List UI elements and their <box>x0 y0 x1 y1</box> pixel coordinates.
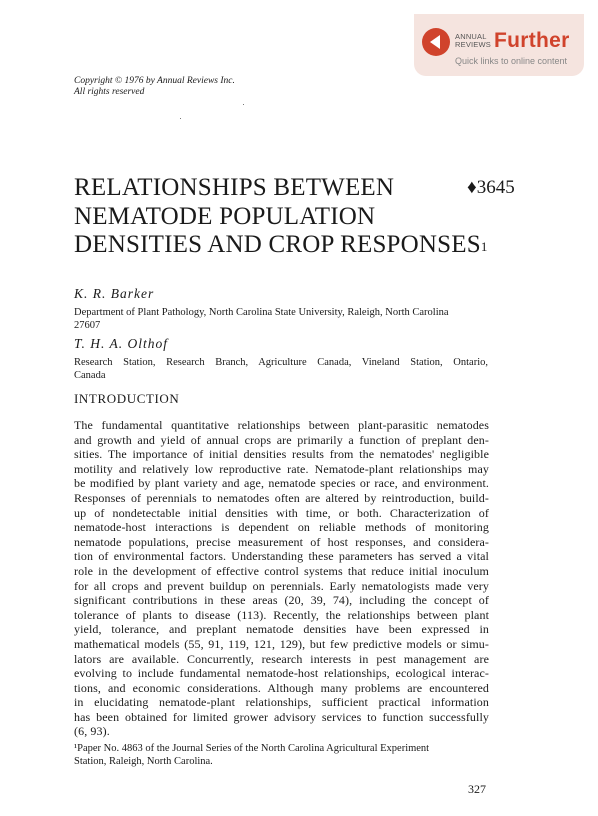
body-line: nematode populations, precise measurement of host responses, and considera- <box>74 534 489 549</box>
body-line: in elucidating nematode-plant relationships, sufficient practical information <box>74 695 489 710</box>
body-line: significant contributions in these areas (20, 39, 74), including the concept of <box>74 593 489 608</box>
body-line: lators are available. Concurrently, research interests in pest management are <box>74 651 489 666</box>
title-line-1: RELATIONSHIPS BETWEEN <box>74 174 395 201</box>
copyright-line-1: Copyright © 1976 by Annual Reviews Inc. <box>74 76 235 86</box>
body-line: motility and relatively low reproductive rate. Nematode-plant relationships may <box>74 461 489 476</box>
author-affiliation <box>74 356 488 382</box>
further-subtitle: Quick links to online content <box>455 56 568 66</box>
annual-reviews-logo-icon <box>422 28 450 56</box>
body-line: sities. The importance of initial densities results from the nematodes' negligible <box>74 447 489 462</box>
body-line: for all crops and prevent buildup on perennials. Early nematologists made very <box>74 578 489 593</box>
affiliation-line: Research Station, Research Branch, Agriculture Canada, Vineland Station, Ontario, <box>74 357 488 368</box>
copyright-line-2: All rights reserved <box>74 87 145 97</box>
publisher-line-2: REVIEWS <box>455 40 491 49</box>
publisher-line-1: ANNUAL <box>455 32 487 41</box>
body-line: has been obtained for limited grower advisory services to function successfully <box>74 709 489 724</box>
article-reference-number: ♦3645 <box>467 177 515 198</box>
body-line: tion of environmental factors. Understanding these parameters has served a vital <box>74 549 489 564</box>
publisher-name <box>455 33 491 49</box>
affiliation-line: Canada <box>74 370 106 381</box>
title-line-2: NEMATODE POPULATION <box>74 202 376 230</box>
body-line: The fundamental quantitative relationships between plant-parasitic nematodes <box>74 418 489 432</box>
body-line: tions, and economic considerations. Although many problems are encountered <box>74 680 489 695</box>
author-name: K. R. Barker <box>74 286 155 301</box>
author-affiliation <box>74 306 488 332</box>
further-brand: Further <box>494 29 570 52</box>
scan-speck <box>180 118 181 119</box>
affiliation-line: Department of Plant Pathology, North Carolina State University, Raleigh, North Carolina <box>74 307 449 318</box>
body-line: yield, tolerance, and preplant nematode densities have been expressed in <box>74 622 489 637</box>
body-line: nematode-host interactions is dependent on reliable methods of monitoring <box>74 520 489 535</box>
body-line: Responses of perennials to nematodes often are altered by reintroduction, build- <box>74 490 489 505</box>
affiliation-line: 27607 <box>74 320 101 331</box>
body-line: (6, 93). <box>74 724 110 739</box>
body-line: and growth and yield of annual crops are primarily a function of preplant den- <box>74 432 489 447</box>
body-line: up of nondetectable initial densities with time, or both. Characterization of <box>74 505 489 520</box>
author-name: T. H. A. Olthof <box>74 336 169 351</box>
body-line: mathematical models (55, 91, 119, 121, 129), but few predictive models or simu- <box>74 636 489 651</box>
body-line: role in the development of effective control systems that reduce initial inoculum <box>74 563 489 578</box>
body-text <box>74 418 489 739</box>
title-line-3 <box>74 231 488 260</box>
body-line: evolving to include fundamental nematode-host relationships, ecological interac- <box>74 666 489 681</box>
body-line: tolerance of plants to disease (113). Recently, the relationships between plant <box>74 607 489 622</box>
scan-speck <box>243 104 244 105</box>
section-heading: INTRODUCTION <box>74 391 180 406</box>
title-footnote-mark: 1 <box>480 239 488 254</box>
body-line: be modified by plant variety and age, nematode species or race, and environment. <box>74 476 489 491</box>
title-line-3-text: DENSITIES AND CROP RESPONSES <box>74 231 481 258</box>
footnote-line: ¹Paper No. 4863 of the Journal Series of the North Carolina Agricultural Experiment <box>74 743 430 754</box>
footnote <box>74 742 489 769</box>
annual-reviews-further-badge[interactable] <box>414 14 584 76</box>
copyright-notice <box>74 76 235 98</box>
page-number: 327 <box>468 782 486 796</box>
article-title <box>74 174 488 260</box>
footnote-line: Station, Raleigh, North Carolina. <box>74 756 213 768</box>
